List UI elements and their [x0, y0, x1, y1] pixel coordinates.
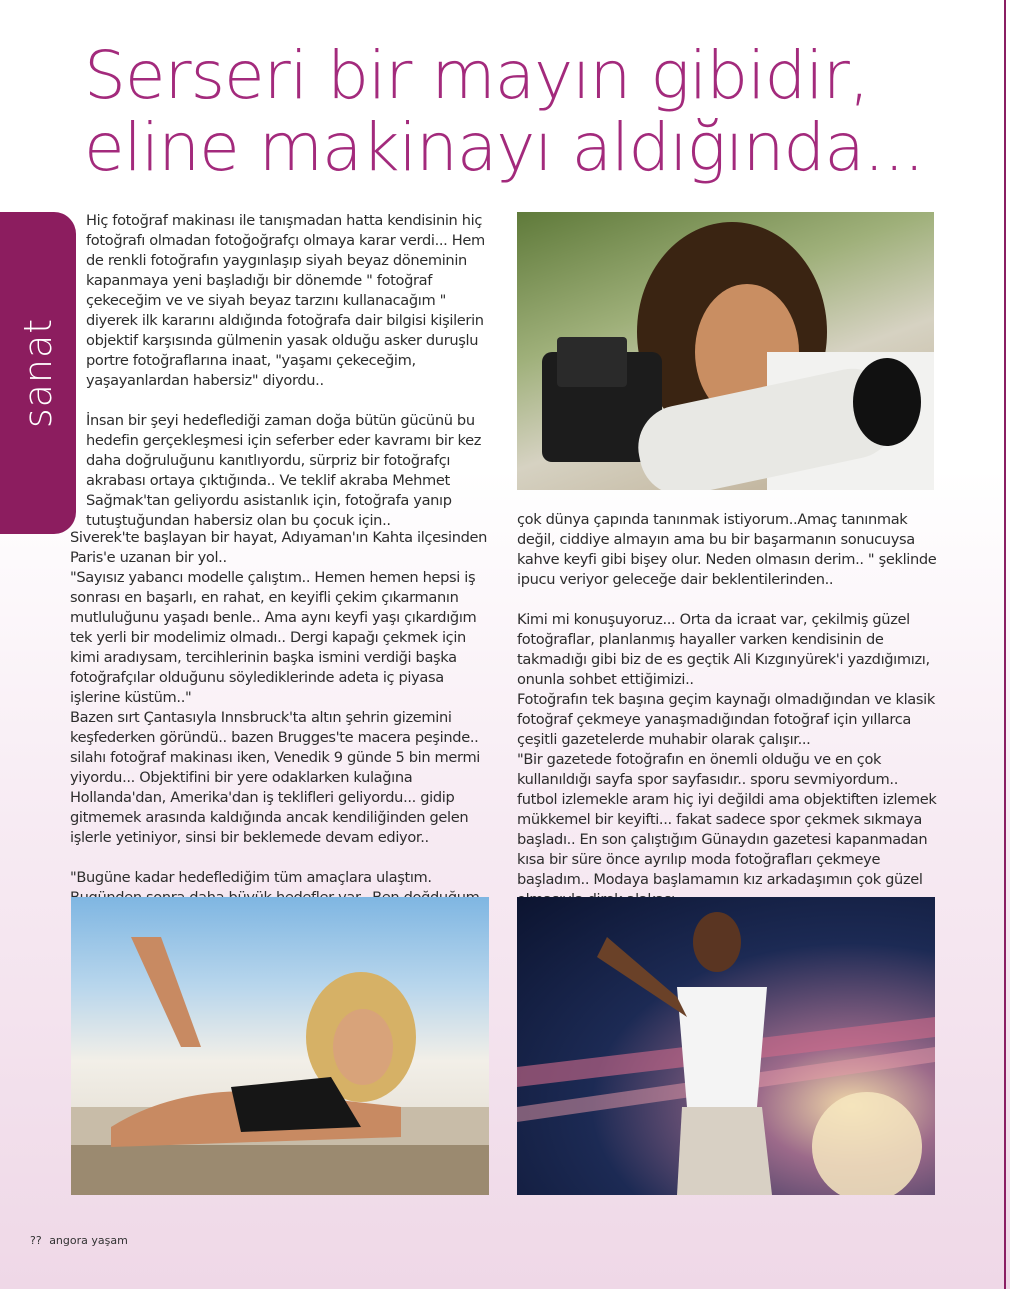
paragraph: "Sayısız yabancı modelle çalıştım.. Hemen hemen hepsi iş sonrası en başarlı, en rahat, en keyifli çekim çıkarmanın mutluluğunu yaşadı benle.. Ama aynı keyfi yaşı çıkardığım tek yerli bir modelimiz olmadı.. Dergi kapağı çekmek için kimi aradıysam, tercihlerinin başka ismini verdiği başka fotoğrafçılar olduğunu söylediklerinde adeta iç piyasa işlerine küstüm.." — [70, 569, 477, 706]
paragraph: Kimi mi konuşuyoruz... Orta da icraat var, çekilmiş güzel fotoğraflar, planlanmış hayaller varken kendisinin de takmadığı gibi biz de es geçtik Ali Kızgınyürek'i yazdığımızı, onunla sohbet ettiğimizi.. — [517, 611, 930, 688]
paragraph: Bazen sırt Çantasıyla Innsbruck'ta altın şehrin gizemini keşfederken göründü.. bazen Brugges'te macera peşinde.. silahı fotoğraf makinası iken, Venedik 9 günde 5 bin mermi yiyordu... Objektifini bir yere odaklarken kulağına Hollanda'dan, Amerika'dan iş teklifleri geliyordu... gidip gitmemek arasında kaldığında ancak kendiliğinden gelen işlerle yetiniyor, sinsi bir beklemede devam ediyor.. — [70, 709, 481, 846]
paragraph: çok dünya çapında tanınmak istiyorum..Amaç tanınmak değil, ciddiye almayın ama bu bir başarmanın sonucuysa kahve keyfi gibi bişey olur. Neden olmasın derim.. " şeklinde ipucu veriyor geleceğe dair beklentilerinden.. — [517, 511, 937, 588]
article-column-left-top — [86, 211, 490, 531]
photographer-portrait-photo — [517, 212, 934, 490]
article-column-left-bottom — [70, 528, 494, 928]
paragraph: Hiç fotoğraf makinası ile tanışmadan hatta kendisinin hiç fotoğrafı olmadan fotoğoğrafçı olmaya karar verdi... Hem de renkli fotoğrafın yaygınlaşıp siyah beyaz döneminin kapanmaya yeni başladığı bir dönemde " fotoğraf çekeceğim ve ve siyah beyaz tarzını kullanacağım " diyerek ilk kararını aldığında fotoğrafa dair bilgisi kişilerin objektif karşısında gülmenin yasak olduğu asker duruşlu portre fotoğraflarına inaat, "yaşamı çekeceğim, yaşayanlardan habersiz" diyordu.. — [86, 212, 485, 389]
paragraph: Fotoğrafın tek başına geçim kaynağı olmadığından ve klasik fotoğraf çekmeye yanaşmadığından fotoğraf için yıllarca çeşitli gazetelerde muhabir olarak çalışır... — [517, 691, 935, 748]
headline-line-2: eline makinayı aldığında... — [84, 109, 924, 186]
model-photo — [71, 897, 489, 1195]
headline-line-1: Serseri bir mayın gibidir, — [84, 37, 869, 114]
section-tab — [0, 212, 76, 534]
page-edge-line — [1004, 0, 1006, 1289]
paragraph: İnsan bir şeyi hedeflediği zaman doğa bütün gücünü bu hedefin gerçekleşmesi için seferber eder kavramı bir kez daha doğruluğunu kanıtlıyordu, sürpriz bir fotoğrafçı akrabası ortaya çıktığında.. Ve teklif akraba Mehmet Sağmak'tan geliyordu asistanlık için, fotoğrafa yanıp tutuştuğundan habersiz olan bu çocuk için.. — [86, 412, 482, 529]
paragraph: "Bir gazetede fotoğrafın en önemli olduğu ve en çok kullanıldığı sayfa spor sayfasıdır.. sporu sevmiyordum.. futbol izlemekle aram hiç iyi değildi ama objektiften izlemek mükkemel bir keyifti... fakat sadece spor çekmek sıkmaya başladı.. En son çalıştığım Günaydın gazetesi kapanmadan kısa bir süre önce ayrılıp moda fotoğrafları çekmeye başladım.. Modaya başlamamın kız arkadaşımın çok güzel — [517, 751, 937, 888]
paragraph: "Bugüne kadar hedeflediğim tüm amaçlara ulaştım. — [70, 869, 432, 886]
singer-stage-photo — [517, 897, 935, 1195]
page-number: ?? — [30, 1234, 42, 1247]
magazine-name: angora yaşam — [49, 1234, 128, 1247]
paragraph: Siverek'te başlayan bir hayat, Adıyaman'ın Kahta ilçesinden Paris'e uzanan bir yol.. — [70, 529, 488, 566]
article-column-right — [517, 510, 937, 910]
page-footer — [30, 1234, 132, 1247]
section-label: sanat — [16, 317, 60, 429]
headline — [84, 37, 984, 186]
